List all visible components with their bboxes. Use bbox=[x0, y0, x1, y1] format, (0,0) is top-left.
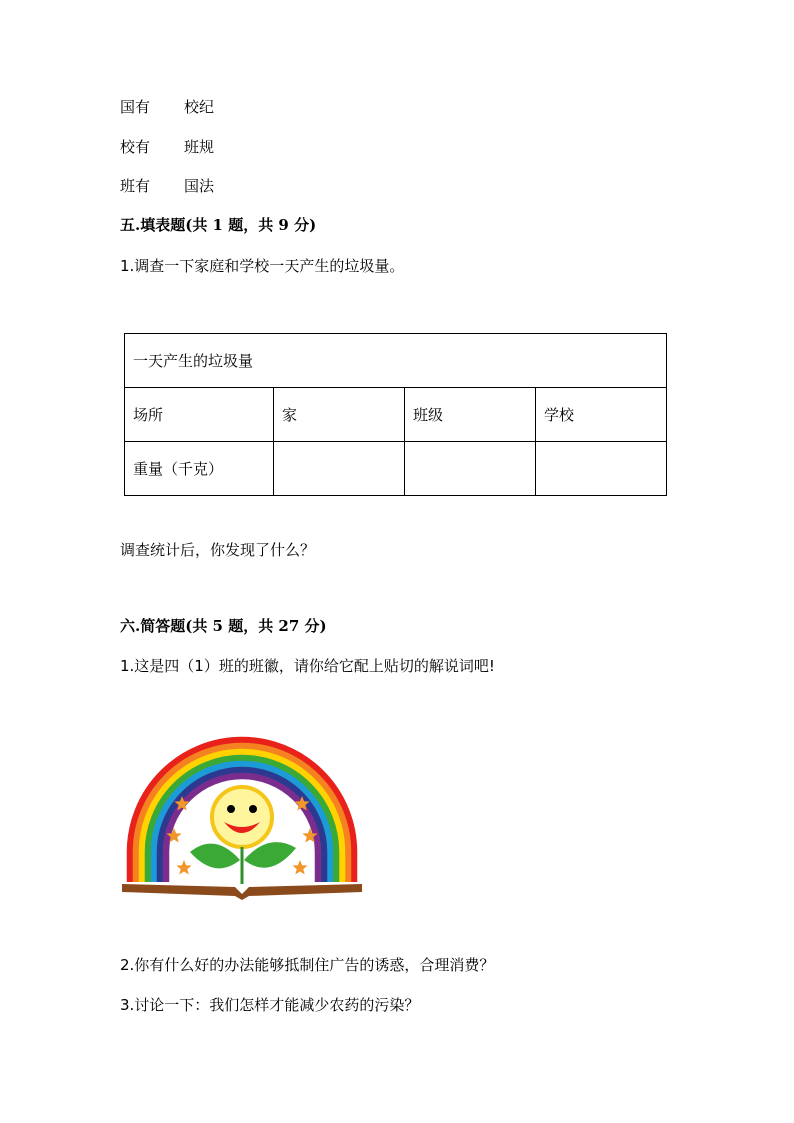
pair-1-right: 校纪 bbox=[184, 98, 215, 116]
section5-heading: 五.填表题(共 1 题，共 9 分) bbox=[120, 216, 317, 234]
pair-3-right: 国法 bbox=[184, 177, 215, 195]
section6-question-1: 1.这是四（1）班的班徽，请你给它配上贴切的解说词吧! bbox=[120, 657, 495, 675]
pair-1-left: 国有 bbox=[120, 98, 151, 116]
table-cell-home: 家 bbox=[274, 388, 405, 442]
section6-heading: 六.简答题(共 5 题，共 27 分) bbox=[120, 617, 327, 635]
section5-followup: 调查统计后，你发现了什么？ bbox=[120, 541, 316, 559]
table-cell-school: 学校 bbox=[536, 388, 667, 442]
star-icon bbox=[292, 860, 307, 875]
pair-2-right: 班规 bbox=[184, 138, 215, 156]
star-icon bbox=[176, 860, 191, 875]
table-title: 一天产生的垃圾量 bbox=[125, 334, 667, 388]
book-icon bbox=[122, 884, 362, 900]
table-cell-class: 班级 bbox=[405, 388, 536, 442]
garbage-table bbox=[124, 333, 667, 496]
table-cell-class-weight[interactable] bbox=[405, 442, 536, 496]
pair-2-left: 校有 bbox=[120, 138, 151, 156]
pair-3-left: 班有 bbox=[120, 177, 151, 195]
smiley-sun-icon bbox=[212, 787, 272, 847]
leaf-icons bbox=[190, 842, 296, 884]
section6-question-3: 3.讨论一下：我们怎样才能减少农药的污染？ bbox=[120, 996, 420, 1014]
table-cell-weight: 重量（千克） bbox=[125, 442, 274, 496]
table-cell-place: 场所 bbox=[125, 388, 274, 442]
section6-question-2: 2.你有什么好的办法能够抵制住广告的诱惑，合理消费？ bbox=[120, 956, 495, 974]
table-cell-home-weight[interactable] bbox=[274, 442, 405, 496]
table-cell-school-weight[interactable] bbox=[536, 442, 667, 496]
section5-question-1: 1.调查一下家庭和学校一天产生的垃圾量。 bbox=[120, 257, 405, 275]
class-badge-image bbox=[120, 732, 364, 902]
